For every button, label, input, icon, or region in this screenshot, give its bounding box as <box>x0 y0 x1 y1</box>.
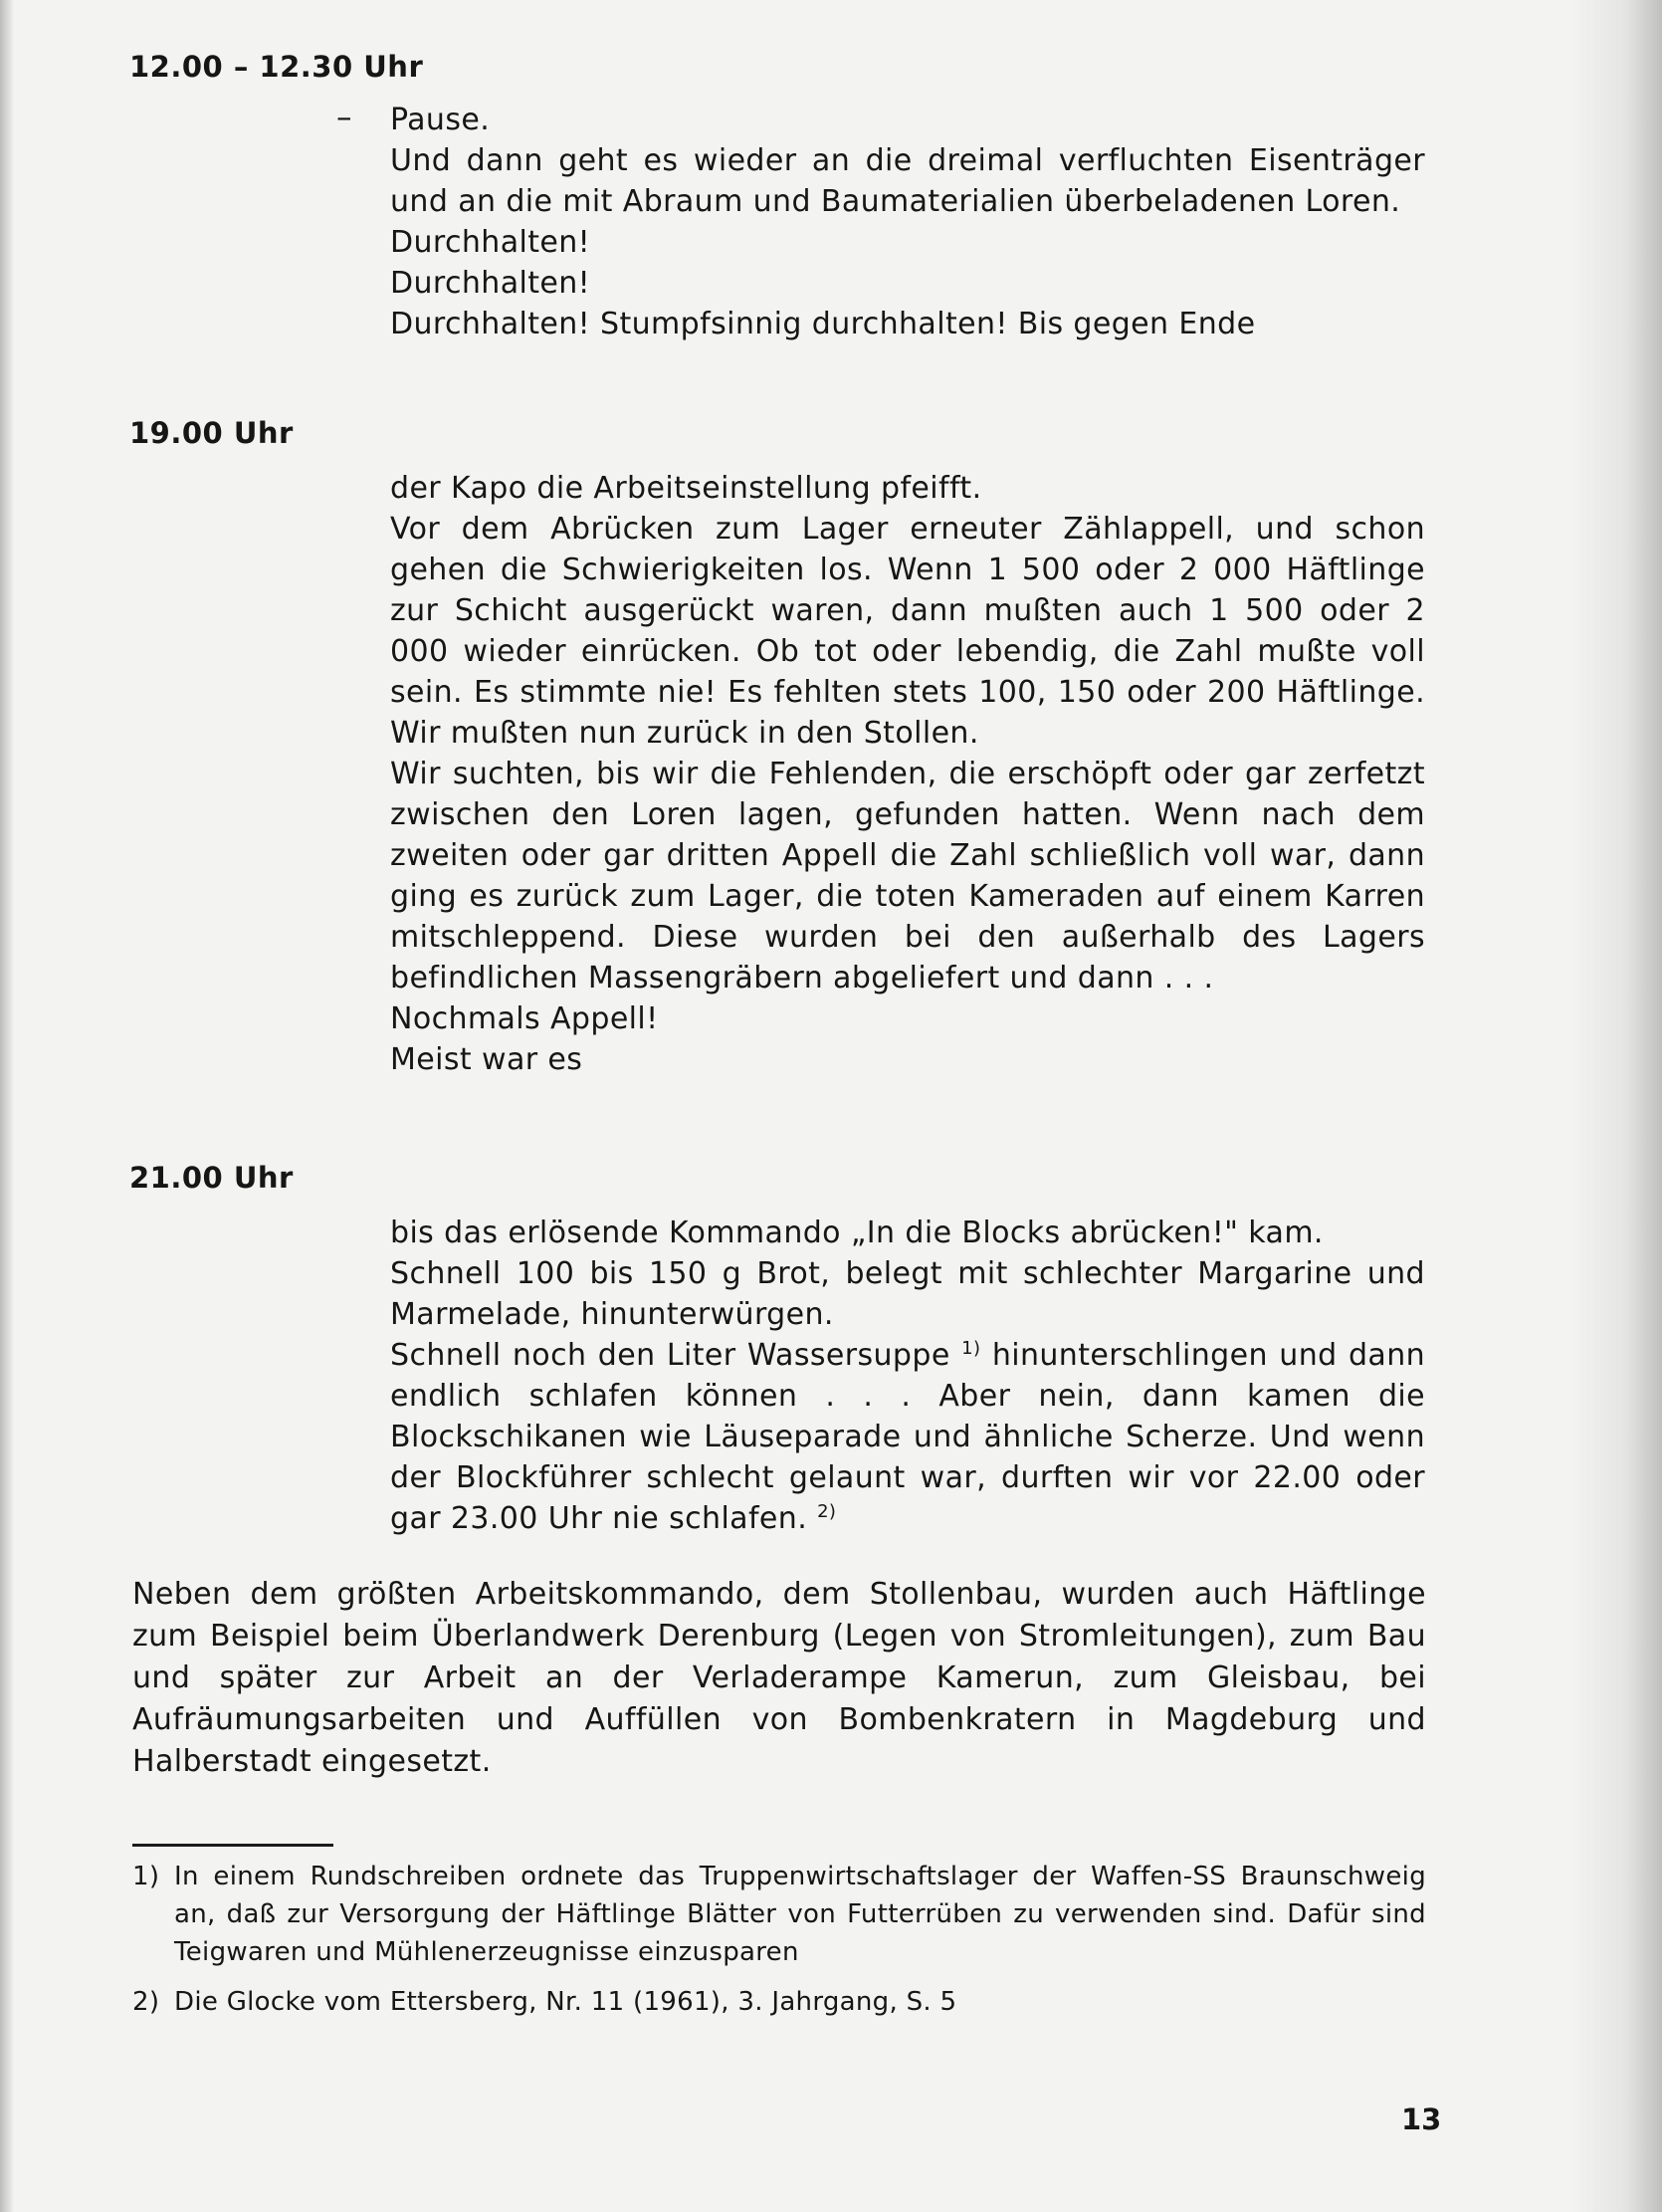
page-left-shadow <box>0 0 14 2212</box>
entry-line: der Kapo die Arbeitseinstellung pfeifft. <box>390 471 982 506</box>
entry-2100 <box>390 1213 1425 1539</box>
body-paragraph: Neben dem größten Arbeitskommando, dem Stollenbau, wurden auch Häftlinge zum Beispiel beim Überlandwerk Derenburg (Legen von Stromleitungen), zum Bau und später zur Arbeit an der Verladerampe Kamerun, zum Gleisbau, bei Aufräumungsarbeiten und Auffüllen von Bombenkratern in Magdeburg und Halberstadt eingesetzt. <box>132 1577 1426 1779</box>
entry-line: Schnell 100 bis 150 g Brot, belegt mit schlechter Margarine und Marmelade, hinunterwürgen. <box>390 1256 1425 1332</box>
footnote-2 <box>132 1983 1426 2021</box>
page-number: 13 <box>1401 2102 1442 2136</box>
footnote-text: In einem Rundschreiben ordnete das Truppenwirtschaftslager der Waffen-SS Braunschweig an, daß zur Versorgung der Häftlinge Blätter von Futterrüben zu verwenden sind. Dafür sind Teigwaren und Mühlenerzeugnisse einzusparen <box>174 1862 1426 1967</box>
entry-line: bis das erlösende Kommando „In die Blocks abrücken!" kam. <box>390 1216 1324 1250</box>
entry-line-part: Schnell noch den Liter Wassersuppe <box>390 1338 950 1373</box>
footnote-mark: 1) <box>132 1862 160 1891</box>
entry-line: Nochmals Appell! <box>390 1001 659 1036</box>
entry-1900 <box>390 468 1425 1080</box>
entry-line: Durchhalten! <box>390 225 591 260</box>
entry-line: Durchhalten! Stumpfsinnig durchhalten! Bis gegen Ende <box>390 307 1256 341</box>
entry-line: Wir suchten, bis wir die Fehlenden, die erschöpft oder gar zerfetzt zwischen den Loren lagen, gefunden hatten. Wenn nach dem zweiten oder gar dritten Appell die Zahl schließlich voll war, dann ging es zurück zum Lager, die toten Kameraden auf einem Karren mitschleppend. Diese wurden bei den außerhalb des Lagers befindlichen Massengräbern abgeliefert und dann . . . <box>390 757 1425 995</box>
footnote-ref-2: 2) <box>817 1501 837 1522</box>
footnote-text: Die Glocke vom Ettersberg, Nr. 11 (1961), 3. Jahrgang, S. 5 <box>174 1987 957 2017</box>
entry-line-part: hinunterschlingen und dann endlich schlafen können . . . Aber nein, dann kamen die Blockschikanen wie Läuseparade und ähnliche Scherze. Und wenn der Blockführer schlecht gelaunt war, durften wir vor 22.00 oder gar 23.00 Uhr nie schlafen. <box>390 1338 1426 1536</box>
entry-line: Pause. <box>390 103 491 137</box>
time-label-2100: 21.00 Uhr <box>129 1161 294 1195</box>
footnote-ref-1: 1) <box>961 1338 981 1359</box>
entry-1200 <box>390 100 1425 344</box>
time-label-1200: 12.00 – 12.30 Uhr <box>129 50 424 84</box>
page-right-shadow <box>1572 0 1662 2212</box>
entry-line: Vor dem Abrücken zum Lager erneuter Zählappell, und schon gehen die Schwierigkeiten los. Wenn 1 500 oder 2 000 Häftlinge zur Schicht ausgerückt waren, dann mußten auch 1 500 oder 2 000 wieder einrücken. Ob tot oder lebendig, die Zahl mußte voll sein. Es stimmte nie! Es fehlten stets 100, 150 oder 200 Häftlinge. Wir mußten nun zurück in den Stollen. <box>390 512 1425 751</box>
dash-marker: – <box>336 100 352 135</box>
entry-line: Meist war es <box>390 1042 583 1077</box>
entry-line <box>390 1335 1425 1539</box>
footnote-1 <box>132 1858 1426 1971</box>
entry-line: Durchhalten! <box>390 266 591 301</box>
entry-line: Und dann geht es wieder an die dreimal verfluchten Eisenträger und an die mit Abraum und Baumaterialien überbeladenen Loren. <box>390 143 1425 219</box>
time-label-1900: 19.00 Uhr <box>129 416 294 450</box>
footnote-mark: 2) <box>132 1987 160 2017</box>
footnote-divider <box>132 1844 333 1847</box>
